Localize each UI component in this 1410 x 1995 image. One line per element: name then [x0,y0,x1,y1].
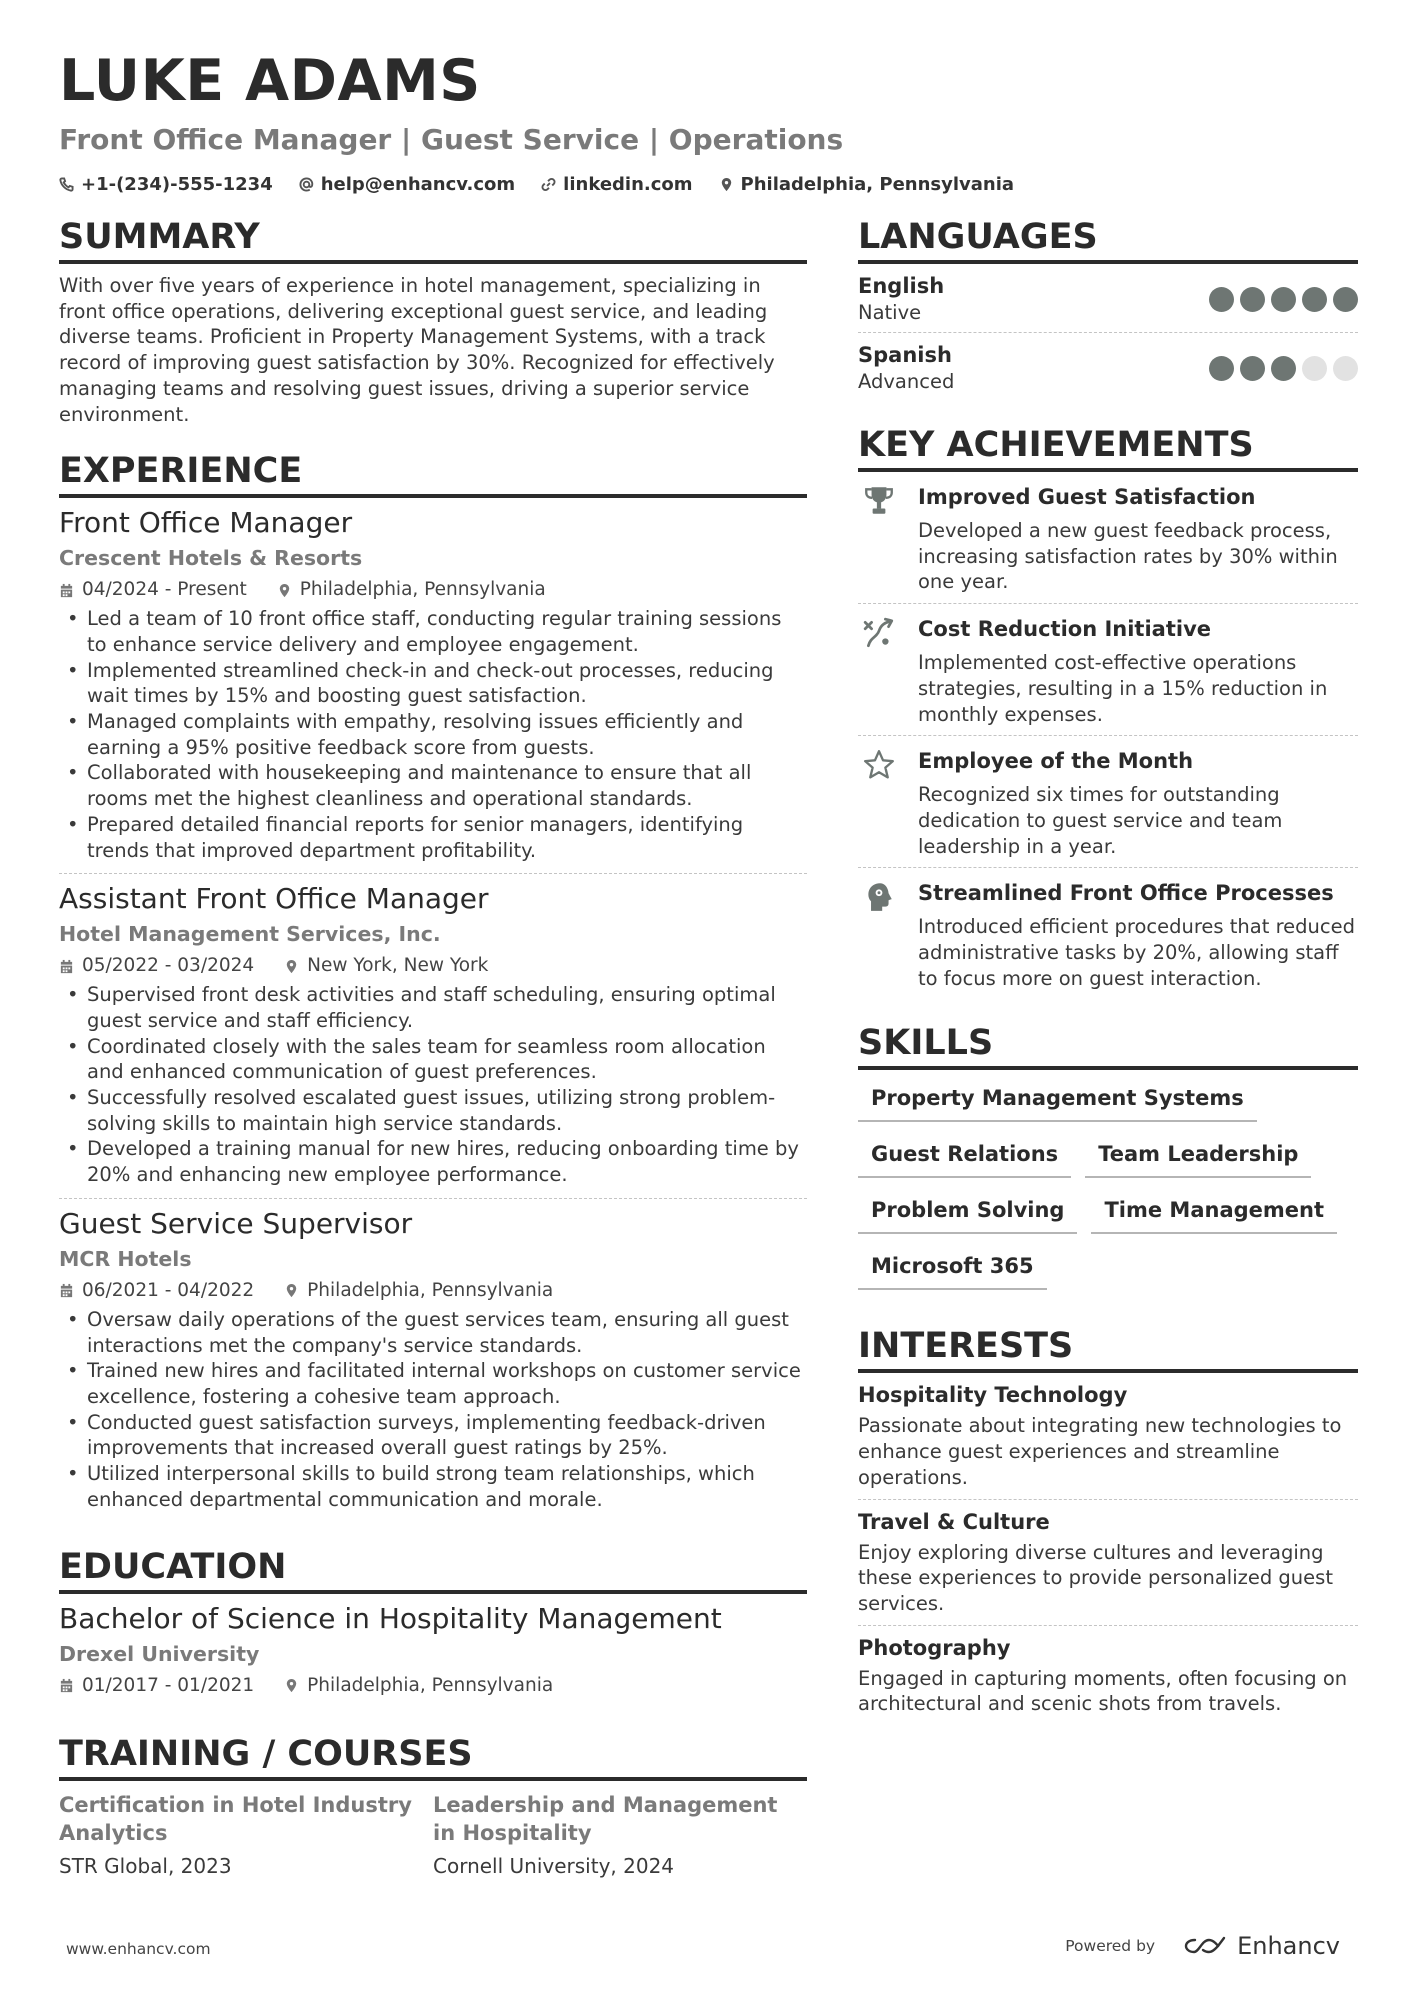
education-location-text: Philadelphia, Pennsylvania [307,1674,554,1696]
job-company: Hotel Management Services, Inc. [59,922,441,947]
rating-dot-empty [1302,356,1327,381]
skill-tag: Microsoft 365 [858,1246,1047,1290]
interests-heading: INTERESTS [858,1324,1358,1373]
candidate-headline: Front Office Manager | Guest Service | Operations [59,123,844,156]
right-column [858,215,1358,1747]
summary-text: With over five years of experience in hotel management, specializing in front office operations, delivering exceptional guest service, and leading diverse teams. Proficient in Property Management Systems, with a track record of improving guest satisfaction by 30%. Recognized for effectively managing teams and resolving guest issues, driving a superior service environment. [59,274,775,426]
contact-location-text: Philadelphia, Pennsylvania [740,174,1015,195]
course-item [59,1791,433,1881]
job-title: Guest Service Supervisor [59,1206,413,1240]
summary-section [59,215,807,427]
job-entry [59,1199,807,1523]
job-dates [59,1277,254,1305]
rating-dot-filled [1240,356,1265,381]
interests-section [858,1324,1358,1725]
interest-item [858,1373,1358,1499]
skill-list [858,1070,1358,1302]
location-icon [284,1678,299,1693]
job-company: Crescent Hotels & Resorts [59,546,363,571]
education-location [284,1672,553,1700]
achievement-title: Streamlined Front Office Processes [918,881,1334,906]
skill-tag: Time Management [1091,1190,1337,1234]
job-bullets [59,606,807,863]
course-org: STR Global, 2023 [59,1853,232,1878]
contact-location [719,174,1015,195]
rating-dot-filled [1271,287,1296,312]
achievement-desc: Introduced efficient procedures that reduced administrative tasks by 20%, allowing staff to focus more on guest interaction. [918,915,1356,990]
achievement-item [858,604,1358,736]
job-location-text: Philadelphia, Pennsylvania [299,579,546,601]
route-icon [862,616,896,650]
candidate-name: LUKE ADAMS [59,48,481,114]
job-bullet: • Prepared detailed financial reports for senior managers, identifying trends that improved department profitability. [59,812,807,863]
education-heading: EDUCATION [59,1545,807,1594]
powered-by-label: Powered by [1065,1937,1156,1955]
skill-tag: Property Management Systems [858,1078,1257,1122]
rating-dot-filled [1302,287,1327,312]
training-heading: TRAINING / COURSES [59,1732,807,1781]
job-location [284,952,488,980]
job-bullet: • Trained new hires and facilitated internal workshops on customer service excellence, fostering a cohesive team approach. [59,1358,807,1409]
education-entry [59,1594,807,1710]
job-bullet: • Utilized interpersonal skills to build strong team relationships, which enhanced departmental communication and morale. [59,1461,807,1512]
job-bullets [59,982,807,1188]
degree-title: Bachelor of Science in Hospitality Management [59,1601,722,1635]
education-meta [59,1672,807,1700]
language-level: Advanced [858,370,955,393]
course-item [433,1791,807,1881]
job-dates-text: 05/2022 - 03/2024 [82,955,255,977]
star-icon [862,748,896,782]
interest-title: Travel & Culture [858,1509,1050,1534]
phone-icon [59,177,74,192]
job-entry [59,874,807,1199]
job-bullet: • Implemented streamlined check-in and check-out processes, reducing wait times by 15% and boosting guest satisfaction. [59,658,807,709]
job-bullet: • Successfully resolved escalated guest issues, utilizing strong problem-solving skills to maintain high service standards. [59,1085,807,1136]
education-dates-text: 01/2017 - 01/2021 [82,1674,255,1696]
achievements-section [858,423,1358,999]
skill-tag: Team Leadership [1085,1134,1311,1178]
rating-dot-filled [1333,287,1358,312]
job-bullet: • Conducted guest satisfaction surveys, implementing feedback-driven improvements that increased overall guest ratings by 25%. [59,1410,807,1461]
interest-title: Photography [858,1635,1011,1660]
experience-heading: EXPERIENCE [59,449,807,498]
brand-name: Enhancv [1237,1932,1340,1960]
rating-dot-filled [1271,356,1296,381]
skills-heading: SKILLS [858,1021,1358,1070]
job-meta [59,952,807,980]
language-rating [1203,356,1358,381]
languages-section [858,215,1358,401]
job-dates-text: 06/2021 - 04/2022 [82,1279,255,1301]
job-bullet: • Coordinated closely with the sales team for seamless room allocation and enhanced communication of guest preferences. [59,1034,807,1085]
head-icon [862,880,896,914]
job-location [277,576,546,604]
job-meta [59,576,807,604]
interest-desc: Passionate about integrating new technologies to enhance guest experiences and streamline operations. [858,1414,1342,1489]
contact-email-text: help@enhancv.com [320,174,516,195]
calendar-icon [59,1283,74,1298]
footer-branding [1065,1932,1340,1960]
achievement-desc: Implemented cost-effective operations strategies, resulting in a 15% reduction in monthly expenses. [918,651,1328,726]
skill-tag: Guest Relations [858,1134,1071,1178]
interest-title: Hospitality Technology [858,1383,1128,1408]
at-icon [299,177,314,192]
language-rating [1203,287,1358,312]
achievement-item [858,472,1358,604]
experience-section [59,449,807,1522]
location-icon [719,177,734,192]
job-location [284,1277,553,1305]
rating-dot-empty [1333,356,1358,381]
location-icon [284,959,299,974]
achievement-title: Cost Reduction Initiative [918,617,1211,642]
footer-website[interactable]: www.enhancv.com [66,1940,211,1958]
job-company: MCR Hotels [59,1246,192,1271]
job-location-text: Philadelphia, Pennsylvania [307,1279,554,1301]
course-org: Cornell University, 2024 [433,1853,675,1878]
calendar-icon [59,959,74,974]
course-title: Certification in Hotel Industry Analytics [59,1792,412,1845]
enhancv-logo-icon [1183,1934,1229,1958]
trophy-icon [862,484,896,518]
achievements-heading: KEY ACHIEVEMENTS [858,423,1358,472]
contact-linkedin[interactable] [541,174,692,195]
achievement-item [858,868,1358,999]
languages-heading: LANGUAGES [858,215,1358,264]
course-title: Leadership and Management in Hospitality [433,1792,778,1845]
interest-desc: Enjoy exploring diverse cultures and leveraging these experiences to provide personalized guest services. [858,1540,1333,1615]
contact-phone-text: +1-(234)-555-1234 [81,174,273,195]
job-bullet: • Supervised front desk activities and staff scheduling, ensuring optimal guest service and staff efficiency. [59,982,807,1033]
course-list [59,1791,807,1881]
rating-dot-filled [1209,287,1234,312]
language-item [858,264,1358,333]
contact-email[interactable] [299,174,515,195]
achievement-title: Employee of the Month [918,749,1194,774]
job-location-text: New York, New York [307,955,489,977]
job-bullet: • Oversaw daily operations of the guest services team, ensuring all guest interactions met the company's service standards. [59,1307,807,1358]
job-title: Front Office Manager [59,506,353,540]
education-section [59,1545,807,1710]
achievement-title: Improved Guest Satisfaction [918,485,1256,509]
interest-item [858,1500,1358,1626]
job-bullet: • Led a team of 10 front office staff, conducting regular training sessions to enhance service delivery and employee engagement. [59,606,807,657]
calendar-icon [59,1678,74,1693]
job-dates-text: 04/2024 - Present [82,579,247,601]
achievement-item [858,736,1358,868]
resume-header [59,46,1359,195]
link-icon [541,177,556,192]
achievement-desc: Recognized six times for outstanding dedication to guest service and team leadership in a year. [918,783,1283,858]
job-dates [59,952,254,980]
job-entry [59,498,807,874]
job-bullet: • Managed complaints with empathy, resolving issues efficiently and earning a 95% positive feedback score from guests. [59,709,807,760]
language-name: Spanish [858,343,952,367]
school-name: Drexel University [59,1641,260,1666]
achievement-desc: Developed a new guest feedback process, increasing satisfaction rates by 30% within one year. [918,519,1338,594]
education-dates [59,1672,254,1700]
job-bullet: • Collaborated with housekeeping and maintenance to ensure that all rooms met the highest cleanliness and operational standards. [59,760,807,811]
location-icon [277,583,292,598]
training-section [59,1732,807,1881]
language-name: English [858,274,945,298]
rating-dot-filled [1209,356,1234,381]
job-title: Assistant Front Office Manager [59,882,489,916]
skill-tag: Problem Solving [858,1190,1077,1234]
contact-phone[interactable] [59,174,273,195]
interest-desc: Engaged in capturing moments, often focusing on architectural and scenic shots from travels. [858,1666,1348,1716]
summary-heading: SUMMARY [59,215,807,264]
calendar-icon [59,583,74,598]
job-meta [59,1277,807,1305]
skills-section [858,1021,1358,1302]
contact-bar [59,174,1359,195]
rating-dot-filled [1240,287,1265,312]
language-level: Native [858,301,922,324]
left-column [59,215,807,1903]
job-bullet: • Developed a training manual for new hires, reducing onboarding time by 20% and enhancing new employee performance. [59,1136,807,1187]
job-bullets [59,1307,807,1513]
language-item [858,333,1358,401]
location-icon [284,1283,299,1298]
enhancv-logo[interactable] [1183,1932,1340,1960]
job-dates [59,576,247,604]
interest-item [858,1626,1358,1725]
contact-linkedin-text: linkedin.com [563,174,693,195]
